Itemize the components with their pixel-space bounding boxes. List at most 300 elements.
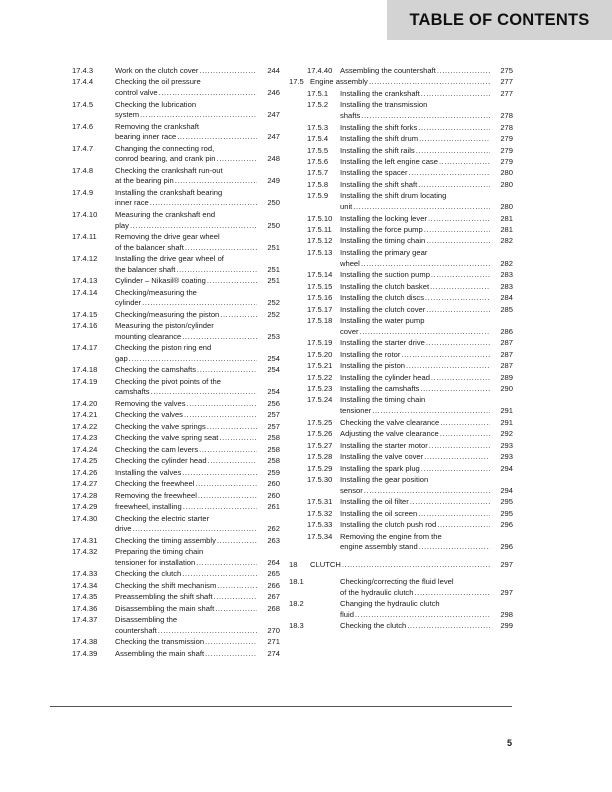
toc-entry-page: 274 xyxy=(267,648,280,658)
dot-leader xyxy=(175,176,257,187)
toc-entry-number: 17.4.14 xyxy=(72,287,98,297)
toc-entry[interactable] xyxy=(289,361,513,372)
toc-entry-number: 17.4.33 xyxy=(72,569,98,579)
toc-entry-number: 17.5.20 xyxy=(307,349,333,359)
toc-entry-number: 17.4.19 xyxy=(72,376,98,386)
toc-entry-title: Changing the connecting rod, xyxy=(115,143,215,153)
dot-leader xyxy=(132,524,257,535)
toc-entry-page: 252 xyxy=(267,298,280,308)
toc-entry-title: Checking the electric starter xyxy=(115,513,210,523)
toc-entry-page: 258 xyxy=(267,444,280,454)
toc-entry-number: 17.5.12 xyxy=(307,236,333,246)
toc-entry-title: Installing the water pump xyxy=(340,315,425,325)
toc-entry-page: 293 xyxy=(500,452,513,462)
toc-entry-number: 17.5.29 xyxy=(307,463,333,473)
toc-entry-title: camshafts xyxy=(115,387,150,397)
toc-entry[interactable] xyxy=(289,532,513,553)
toc-entry-title: wheel xyxy=(340,258,360,268)
dot-leader xyxy=(421,464,490,475)
toc-entry[interactable] xyxy=(289,248,513,269)
toc-entry[interactable] xyxy=(72,343,280,364)
dot-leader xyxy=(185,243,257,254)
toc-entry[interactable] xyxy=(289,214,513,225)
toc-entry-title: Installing the spacer xyxy=(340,168,408,178)
toc-entry-number: 17.4.23 xyxy=(72,433,98,443)
toc-entry-page: 297 xyxy=(500,587,513,597)
toc-entry-title: play xyxy=(115,220,129,230)
toc-entry-number: 17.4.9 xyxy=(72,187,94,197)
dot-leader xyxy=(361,259,490,270)
dot-leader xyxy=(205,649,257,660)
toc-entry-page: 267 xyxy=(267,592,280,602)
toc-entry-number: 18 xyxy=(289,559,298,569)
toc-entry-title: shafts xyxy=(340,111,361,121)
toc-entry[interactable] xyxy=(72,254,280,275)
toc-entry-title: Installing the transmission xyxy=(340,100,428,110)
dot-leader xyxy=(428,214,490,225)
toc-left-column xyxy=(72,66,280,660)
dot-leader xyxy=(182,332,257,343)
toc-entry[interactable] xyxy=(289,577,513,598)
dot-leader xyxy=(421,89,490,100)
toc-entry-page: 281 xyxy=(500,213,513,223)
toc-entry[interactable] xyxy=(72,399,280,410)
toc-entry-page: 258 xyxy=(267,433,280,443)
toc-entry-page: 254 xyxy=(267,387,280,397)
toc-entry-title: Checking the freewheel xyxy=(115,479,195,489)
toc-entry-number: 17.4.31 xyxy=(72,535,98,545)
toc-entry-number: 17.5.17 xyxy=(307,304,333,314)
dot-leader xyxy=(429,441,490,452)
toc-entry[interactable] xyxy=(289,168,513,179)
toc-entry-number: 17.4.25 xyxy=(72,456,98,466)
toc-entry-number: 17.4.34 xyxy=(72,580,98,590)
toc-entry-page: 250 xyxy=(267,220,280,230)
toc-entry-title: drive xyxy=(115,524,132,534)
toc-entry-page: 254 xyxy=(267,353,280,363)
toc-entry-title: tensioner for installation xyxy=(115,557,196,567)
toc-entry-title: Installing the suction pump xyxy=(340,270,430,280)
dot-leader xyxy=(184,410,257,421)
dot-leader xyxy=(401,350,490,361)
toc-entry[interactable] xyxy=(289,520,513,531)
toc-entry-title: Installing the cylinder head xyxy=(340,372,430,382)
toc-entry-page: 287 xyxy=(500,349,513,359)
toc-entry-page: 257 xyxy=(267,410,280,420)
toc-entry-title: Measuring the piston/cylinder xyxy=(115,321,214,331)
toc-entry[interactable] xyxy=(289,270,513,281)
toc-entry-page: 277 xyxy=(500,77,513,87)
dot-leader xyxy=(410,497,490,508)
toc-entry-page: 279 xyxy=(500,145,513,155)
toc-entry-title: Installing the left engine case xyxy=(340,156,438,166)
toc-entry-number: 18.2 xyxy=(289,599,304,609)
toc-entry-title: control valve xyxy=(115,88,158,98)
dot-leader xyxy=(196,558,257,569)
toc-entry-title: Checking the clutch xyxy=(340,621,407,631)
toc-entry[interactable] xyxy=(289,395,513,416)
dot-leader xyxy=(431,373,490,384)
dot-leader xyxy=(217,536,257,547)
toc-entry-title: Preassembling the shift shaft xyxy=(115,592,213,602)
toc-entry[interactable] xyxy=(72,615,280,636)
toc-entry-page: 249 xyxy=(267,176,280,186)
toc-entry[interactable] xyxy=(289,100,513,121)
toc-entry[interactable] xyxy=(289,123,513,134)
toc-entry-title: gap xyxy=(115,353,128,363)
toc-entry-page: 295 xyxy=(500,508,513,518)
toc-entry-title: tensioner xyxy=(340,406,372,416)
toc-entry[interactable] xyxy=(72,122,280,143)
toc-entry-page: 260 xyxy=(267,490,280,500)
toc-entry-title: Installing the piston xyxy=(340,361,406,371)
toc-entry-title: Checking the transmission xyxy=(115,637,205,647)
toc-entry-title: Adjusting the valve clearance xyxy=(340,429,439,439)
dot-leader xyxy=(431,270,490,281)
toc-entry[interactable] xyxy=(72,592,280,603)
toc-entry-number: 17.4.10 xyxy=(72,209,98,219)
toc-entry[interactable] xyxy=(72,445,280,456)
dot-leader xyxy=(420,384,490,395)
dot-leader xyxy=(418,509,490,520)
dot-leader xyxy=(440,418,490,429)
dot-leader xyxy=(182,569,257,580)
toc-entry-number: 17.5.31 xyxy=(307,497,333,507)
dot-leader xyxy=(426,305,490,316)
toc-entry[interactable] xyxy=(289,621,513,632)
toc-entry-title: Assembling the countershaft xyxy=(340,66,436,75)
dot-leader xyxy=(215,604,257,615)
toc-entry[interactable] xyxy=(72,547,280,568)
dot-leader xyxy=(176,265,257,276)
toc-entry-page: 271 xyxy=(267,637,280,647)
toc-entry[interactable] xyxy=(289,157,513,168)
toc-entry[interactable] xyxy=(289,384,513,395)
toc-entry-title: Installing the shift forks xyxy=(340,122,418,132)
dot-leader xyxy=(439,157,490,168)
toc-entry-page: 266 xyxy=(267,580,280,590)
dot-leader xyxy=(418,180,490,191)
toc-entry-page: 280 xyxy=(500,168,513,178)
toc-entry[interactable] xyxy=(72,604,280,615)
toc-entry-title: Installing the starter motor xyxy=(340,440,428,450)
toc-entry-page: 278 xyxy=(500,122,513,132)
toc-entry-title: Installing the camshafts xyxy=(340,384,420,393)
dot-leader xyxy=(360,327,490,338)
toc-entry[interactable] xyxy=(72,491,280,502)
toc-entry-page: 294 xyxy=(500,463,513,473)
toc-entry-title: Work on the clutch cover xyxy=(115,66,199,75)
toc-entry[interactable] xyxy=(72,581,280,592)
toc-entry[interactable] xyxy=(289,338,513,349)
dot-leader xyxy=(369,77,490,88)
toc-entry-title: engine assembly stand xyxy=(340,542,418,552)
toc-entry[interactable] xyxy=(289,146,513,157)
toc-entry-page: 277 xyxy=(500,88,513,98)
toc-entry-number: 17.5.21 xyxy=(307,361,333,371)
toc-entry[interactable] xyxy=(289,373,513,384)
toc-entry-title: Checking the valve clearance xyxy=(340,417,440,427)
toc-entry-number: 17.4.7 xyxy=(72,143,94,153)
toc-entry-title: Installing the rotor xyxy=(340,349,401,359)
toc-entry-page: 280 xyxy=(500,179,513,189)
toc-entry[interactable] xyxy=(72,77,280,98)
toc-entry[interactable] xyxy=(72,288,280,309)
toc-entry-page: 250 xyxy=(267,198,280,208)
toc-entry-title: Installing the oil screen xyxy=(340,508,418,518)
toc-entry-page: 283 xyxy=(500,281,513,291)
toc-entry-title: cover xyxy=(340,326,359,336)
toc-entry-page: 248 xyxy=(267,154,280,164)
toc-entry[interactable] xyxy=(289,316,513,337)
toc-entry-page: 287 xyxy=(500,361,513,371)
toc-entry-number: 17.5.25 xyxy=(307,417,333,427)
toc-entry[interactable] xyxy=(289,305,513,316)
toc-entry-title: Installing the timing chain xyxy=(340,236,426,246)
toc-right-column xyxy=(289,66,513,633)
toc-entry-title: Installing the timing chain xyxy=(340,395,426,405)
dot-leader xyxy=(372,406,490,417)
toc-entry-number: 17.5.10 xyxy=(307,213,333,223)
toc-entry[interactable] xyxy=(289,225,513,236)
dot-leader xyxy=(430,282,490,293)
toc-entry-title: Installing the locking lever xyxy=(340,213,427,223)
toc-entry[interactable] xyxy=(72,479,280,490)
toc-entry-number: 17.4.29 xyxy=(72,502,98,512)
dot-leader xyxy=(220,310,257,321)
toc-entry[interactable] xyxy=(289,452,513,463)
toc-entry-title: Installing the shift shaft xyxy=(340,179,418,189)
toc-entry-number: 17.4.6 xyxy=(72,121,94,131)
dot-leader xyxy=(219,433,257,444)
toc-entry[interactable] xyxy=(72,377,280,398)
toc-entry[interactable] xyxy=(289,191,513,212)
toc-entry[interactable] xyxy=(289,599,513,620)
toc-entry-number: 17.5.6 xyxy=(307,156,329,166)
toc-entry-title: sensor xyxy=(340,485,363,495)
toc-entry-number: 17.4.35 xyxy=(72,592,98,602)
toc-entry-title: Engine assembly xyxy=(310,77,368,87)
toc-entry-number: 17.4.3 xyxy=(72,66,94,75)
toc-entry-title: Checking the oil pressure xyxy=(115,77,201,87)
toc-entry-number: 17.4.22 xyxy=(72,421,98,431)
toc-entry-title: Removing the engine from the xyxy=(340,531,442,541)
dot-leader xyxy=(419,542,490,553)
toc-entry[interactable] xyxy=(289,293,513,304)
dot-leader xyxy=(159,88,257,99)
toc-entry-number: 17.4.36 xyxy=(72,603,98,613)
toc-entry-page: 291 xyxy=(500,406,513,416)
toc-entry-page: 283 xyxy=(500,270,513,280)
toc-entry-title: Checking the shift mechanism xyxy=(115,580,217,590)
toc-entry[interactable] xyxy=(72,232,280,253)
toc-entry[interactable] xyxy=(289,560,513,571)
toc-entry-title: Checking the piston ring end xyxy=(115,343,212,353)
toc-entry[interactable] xyxy=(289,497,513,508)
toc-entry-page: 291 xyxy=(500,417,513,427)
toc-entry-number: 17.5.27 xyxy=(307,440,333,450)
toc-entry-page: 256 xyxy=(267,398,280,408)
toc-entry-page: 293 xyxy=(500,440,513,450)
toc-entry-number: 17.4.4 xyxy=(72,77,94,87)
toc-entry-title: Measuring the crankshaft end xyxy=(115,209,216,219)
toc-entry[interactable] xyxy=(72,422,280,433)
toc-entry-page: 265 xyxy=(267,569,280,579)
dot-leader xyxy=(129,354,257,365)
toc-entry-title: inner race xyxy=(115,198,149,208)
toc-entry-title: Checking the valves xyxy=(115,410,183,420)
toc-entry[interactable] xyxy=(289,236,513,247)
toc-entry-title: Installing the valve cover xyxy=(340,452,424,462)
toc-entry-title: Installing the shift drum locating xyxy=(340,191,447,201)
toc-entry-page: 264 xyxy=(267,557,280,567)
toc-entry[interactable] xyxy=(289,77,513,88)
toc-entry[interactable] xyxy=(72,100,280,121)
toc-entry-number: 17.4.16 xyxy=(72,321,98,331)
toc-entry[interactable] xyxy=(72,365,280,376)
toc-entry-number: 17.5.26 xyxy=(307,429,333,439)
dot-leader xyxy=(425,293,490,304)
toc-entry-page: 285 xyxy=(500,304,513,314)
toc-entry-number: 17.4.21 xyxy=(72,410,98,420)
toc-entry-page: 294 xyxy=(500,485,513,495)
toc-entry-title: Installing the crankshaft xyxy=(340,88,420,98)
toc-entry-page: 299 xyxy=(500,621,513,631)
toc-entry[interactable] xyxy=(72,468,280,479)
toc-entry[interactable] xyxy=(72,502,280,513)
toc-entry-title: Installing the crankshaft bearing xyxy=(115,187,223,197)
toc-entry-title: Installing the oil filter xyxy=(340,497,409,507)
toc-entry-number: 17.5.4 xyxy=(307,134,329,144)
dot-leader xyxy=(198,491,257,502)
toc-entry[interactable] xyxy=(72,310,280,321)
toc-entry-number: 17.5.33 xyxy=(307,520,333,530)
dot-leader xyxy=(355,610,490,621)
dot-leader xyxy=(199,66,257,77)
toc-entry[interactable] xyxy=(72,276,280,287)
toc-entry-page: 247 xyxy=(267,110,280,120)
toc-entry-number: 17.5.5 xyxy=(307,145,329,155)
toc-entry[interactable] xyxy=(72,456,280,467)
toc-entry[interactable] xyxy=(289,89,513,100)
toc-entry-page: 252 xyxy=(267,309,280,319)
toc-entry[interactable] xyxy=(289,282,513,293)
toc-entry[interactable] xyxy=(72,188,280,209)
toc-entry[interactable] xyxy=(289,66,513,77)
toc-entry[interactable] xyxy=(72,649,280,660)
toc-entry[interactable] xyxy=(289,464,513,475)
toc-entry-page: 253 xyxy=(267,331,280,341)
toc-entry-page: 296 xyxy=(500,520,513,530)
toc-entry-number: 17.5.30 xyxy=(307,474,333,484)
toc-entry[interactable] xyxy=(289,350,513,361)
toc-entry-title: Removing the crankshaft xyxy=(115,121,199,131)
toc-entry-number: 17.5.2 xyxy=(307,100,329,110)
toc-entry[interactable] xyxy=(72,637,280,648)
toc-entry[interactable] xyxy=(72,536,280,547)
toc-entry[interactable] xyxy=(72,144,280,165)
toc-entry-title: of the hydraulic clutch xyxy=(340,587,414,597)
dot-leader xyxy=(426,338,490,349)
toc-entry-title: Checking/measuring the piston xyxy=(115,309,220,319)
dot-leader xyxy=(440,429,490,440)
toc-entry[interactable] xyxy=(72,210,280,231)
toc-entry-number: 17.5.9 xyxy=(307,191,329,201)
toc-entry[interactable] xyxy=(72,514,280,535)
toc-entry-page: 287 xyxy=(500,338,513,348)
toc-entry-title: Installing the shift rails xyxy=(340,145,415,155)
toc-entry[interactable] xyxy=(72,569,280,580)
dot-leader xyxy=(177,132,257,143)
header-banner xyxy=(387,0,612,40)
toc-entry-title: Installing the primary gear xyxy=(340,247,428,257)
toc-entry-number: 17.5.23 xyxy=(307,384,333,393)
toc-entry-number: 17.5.3 xyxy=(307,122,329,132)
toc-entry-page: 298 xyxy=(500,609,513,619)
toc-entry-number: 17.4.8 xyxy=(72,165,94,175)
toc-entry[interactable] xyxy=(289,418,513,429)
toc-entry-number: 17.4.18 xyxy=(72,365,98,375)
toc-entry-number: 17.4.27 xyxy=(72,479,98,489)
toc-entry-title: Installing the clutch push rod xyxy=(340,520,437,530)
toc-entry-title: Installing the valves xyxy=(115,467,182,477)
toc-entry-title: Checking the pivot points of the xyxy=(115,376,221,386)
toc-entry[interactable] xyxy=(289,134,513,145)
toc-entry[interactable] xyxy=(289,475,513,496)
toc-entry-number: 18.1 xyxy=(289,577,304,587)
toc-entry[interactable] xyxy=(72,321,280,342)
toc-entry-number: 17.4.30 xyxy=(72,513,98,523)
toc-entry-number: 17.5.8 xyxy=(307,179,329,189)
dot-leader xyxy=(207,422,257,433)
toc-entry-title: CLUTCH xyxy=(310,559,341,569)
toc-entry-page: 275 xyxy=(500,66,513,75)
toc-entry[interactable] xyxy=(289,509,513,520)
dot-leader xyxy=(426,236,490,247)
toc-entry-page: 251 xyxy=(267,276,280,286)
toc-entry-title: Checking the valve spring seat xyxy=(115,433,219,443)
dot-leader xyxy=(364,486,490,497)
toc-entry-page: 295 xyxy=(500,497,513,507)
dot-leader xyxy=(437,66,490,77)
toc-entry[interactable] xyxy=(72,410,280,421)
dot-leader xyxy=(207,276,257,287)
dot-leader xyxy=(217,581,257,592)
toc-entry-number: 17.5.24 xyxy=(307,395,333,405)
dot-leader xyxy=(407,621,490,632)
toc-entry[interactable] xyxy=(289,180,513,191)
toc-entry[interactable] xyxy=(289,429,513,440)
toc-entry[interactable] xyxy=(289,441,513,452)
toc-entry-title: cylinder xyxy=(115,298,142,308)
toc-entry-title: Cylinder – Nikasil® coating xyxy=(115,276,206,286)
toc-entry-title: conrod bearing, and crank pin xyxy=(115,154,216,164)
dot-leader xyxy=(195,479,257,490)
toc-entry[interactable] xyxy=(72,166,280,187)
toc-entry-number: 17.4.5 xyxy=(72,99,94,109)
dot-leader xyxy=(424,225,490,236)
toc-entry-page: 286 xyxy=(500,326,513,336)
toc-entry-title: countershaft xyxy=(115,625,157,635)
dot-leader xyxy=(183,502,257,513)
dot-leader xyxy=(437,520,490,531)
toc-entry-page: 270 xyxy=(267,625,280,635)
toc-entry-page: 247 xyxy=(267,132,280,142)
toc-entry-title: Removing the valves xyxy=(115,398,186,408)
toc-entry[interactable] xyxy=(72,66,280,77)
toc-entry-title: of the balancer shaft xyxy=(115,242,184,252)
toc-entry[interactable] xyxy=(72,433,280,444)
